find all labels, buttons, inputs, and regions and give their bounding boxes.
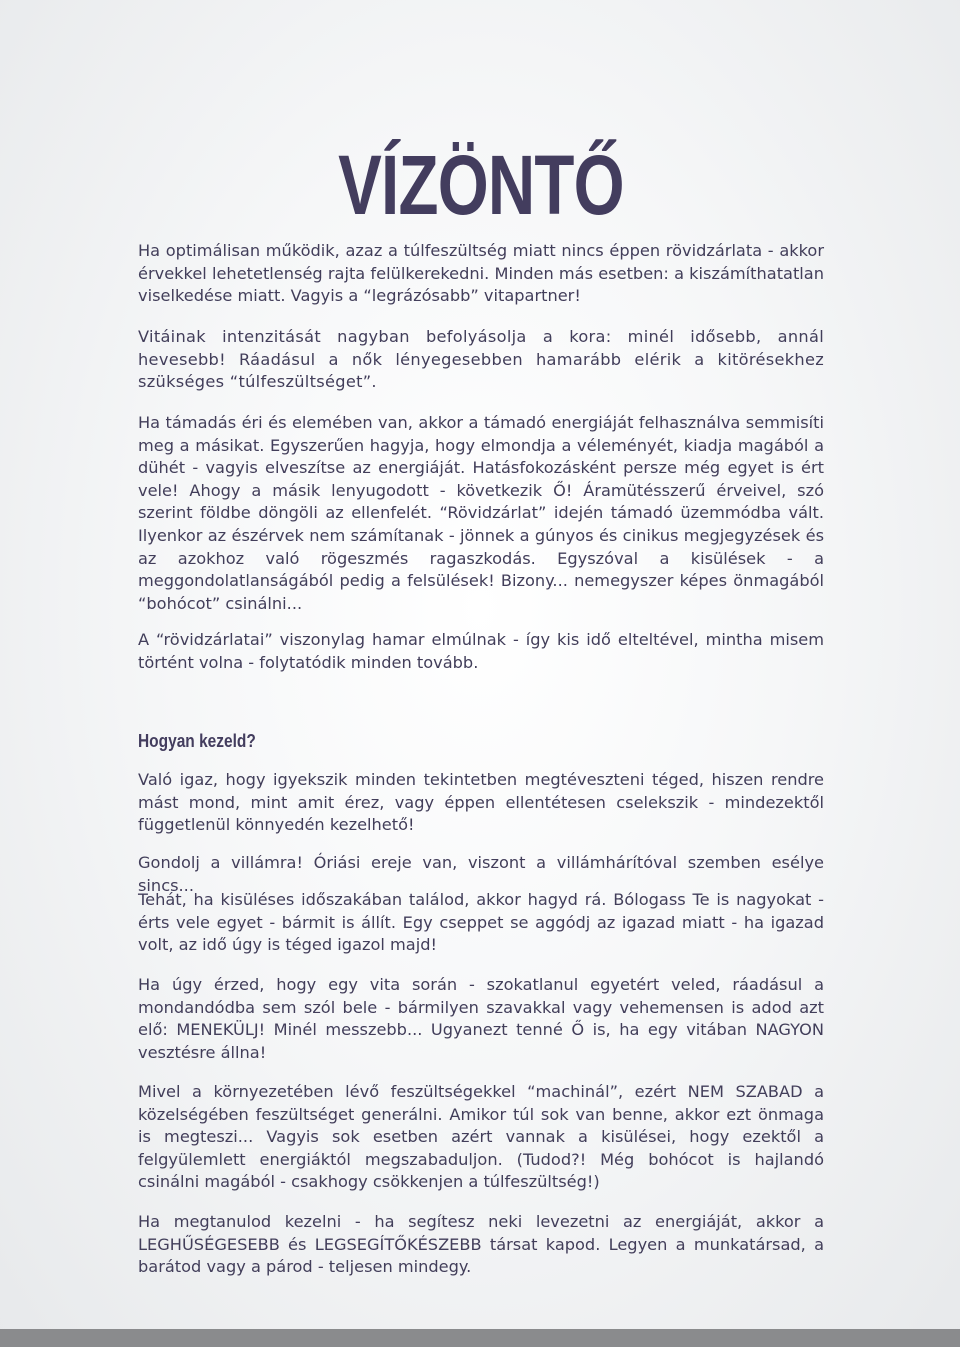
footer-bar (0, 1329, 960, 1347)
section-paragraph-3: Tehát, ha kisüléses időszakában találod, akkor hagyd rá. Bólogass Te is nagyokat - érts vele egyet - bármit is állít. Egy cseppet se aggódj az igazad miatt - ha igazad volt, az idő úgy is téged igazol majd! (138, 890, 824, 955)
intro-paragraph-2: Vitáinak intenzitását nagyban befolyásolja a kora: minél idősebb, annál hevesebb! Ráadásul a nők lényegesebben hamarább elérik a kitörésekhez szükséges “túlfeszültséget”. (138, 327, 824, 392)
section-paragraph-5: Mivel a környezetében lévő feszültségekkel “machinál”, ezért NEM SZABAD a közelségében feszültséget generálni. Amikor túl sok van benne, akkor ezt önmaga is megteszi... Vagyis sok esetben azért vannak a kisülései, hogy ezektől a felgyülemlett energiáktól megszabaduljon. (Tudod?! Még bohócot is hajlandó csinálni magából - csakhogy csökkenjen a túlfeszültség!) (138, 1082, 824, 1192)
section-paragraph-2: Gondolj a villámra! Óriási ereje van, viszont a villámhárítóval szemben esélye sincs... (138, 853, 824, 895)
section-paragraph-6: Ha megtanulod kezelni - ha segítesz neki levezetni az energiáját, akkor a LEGHŰSÉGESEBB és LEGSEGÍTŐKÉSZEBB társat kapod. Legyen a munkatársad, a barátod vagy a párod - teljesen mindegy. (138, 1212, 824, 1277)
page-title: VÍZÖNTŐ (338, 138, 624, 232)
intro-paragraph-4: A “rövidzárlatai” viszonylag hamar elmúlnak - így kis idő elteltével, mintha misem történt volna - folytatódik minden tovább. (138, 630, 824, 672)
section-paragraph-4: Ha úgy érzed, hogy egy vita során - szokatlanul egyetért veled, ráadásul a mondandódba sem szól bele - bármilyen szavakkal vagy vehemensen is adod azt elő: MENEKÜLJ! Minél messzebb... Ugyanezt tenné Ő is, ha egy vitában NAGYON vesztésre állna! (138, 975, 824, 1062)
intro-paragraph-3: Ha támadás éri és elemében van, akkor a támadó energiáját felhasználva semmisíti meg a másikat. Egyszerűen hagyja, hogy elmondja a véleményét, kiadja magából a dühét - vagyis elveszítse az energiáját. Hatásfokozásként persze még egyet is ért vele! Ahogy a másik lenyugodott - következik Ő! Áramütésszerű érveivel, szó szerint földbe döngöli az ellenfelét. “Rövidzárlat” idején támadó üzemmódba vált. Ilyenkor az észérvek nem számítanak - jönnek a gúnyos és cinikus megjegyzések és az azokhoz való rögeszmés ragaszkodás. Egyszóval a kisülések - a meggondolatlanságából pedig a felsülések! Bizony... nemegyszer képes önmagából “bohócot” csinálni... (138, 413, 824, 613)
section-heading: Hogyan kezeld? (138, 731, 256, 751)
section-paragraph-1: Való igaz, hogy igyekszik minden tekintetben megtéveszteni téged, hiszen rendre mást mond, mint amit érez, vagy éppen ellentétesen cselekszik - mindezektől függetlenül könnyedén kezelhető! (138, 770, 824, 835)
intro-paragraph-1: Ha optimálisan működik, azaz a túlfeszültség miatt nincs éppen rövidzárlata - akkor érvekkel lehetetlenség rajta felülkerekedni. Minden más esetben: a kiszámíthatatlan viselkedése miatt. Vagyis a “legrázósabb” vitapartner! (138, 241, 824, 306)
